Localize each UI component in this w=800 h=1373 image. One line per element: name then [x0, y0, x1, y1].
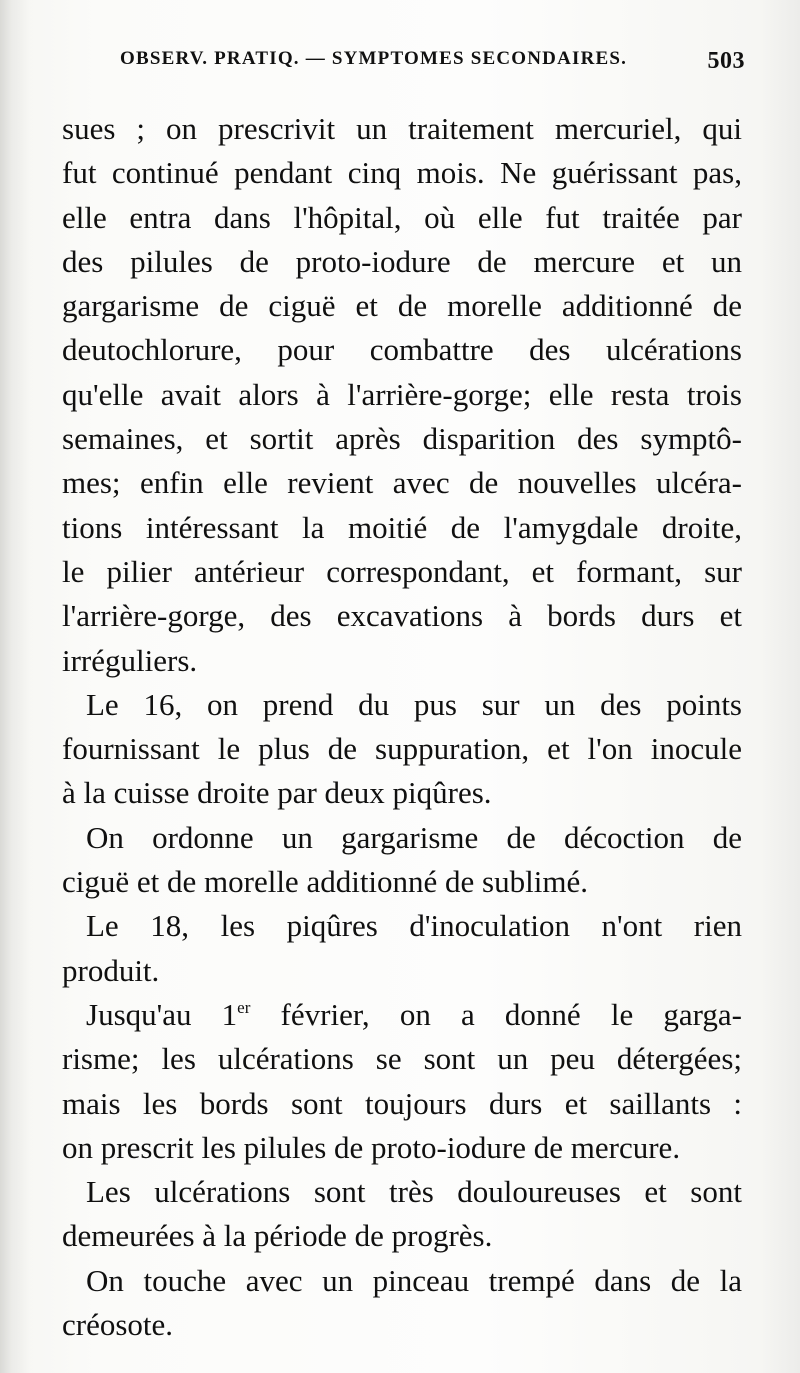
text-line: mais les bords sont toujours durs et saillants : — [62, 1085, 742, 1121]
text-line: On ordonne un gargarisme de décoction de — [86, 819, 742, 855]
text-line: irréguliers. — [62, 642, 198, 678]
text-line: fut continué pendant cinq mois. Ne guérissant pas, — [62, 155, 742, 191]
body-text — [62, 107, 742, 1347]
text-line: le pilier antérieur correspondant, et formant, sur — [62, 553, 742, 589]
running-header — [120, 48, 745, 84]
text-line: l'arrière-gorge, des excavations à bords durs et — [62, 598, 742, 634]
superscript: er — [237, 997, 251, 1017]
text-line: à la cuisse droite par deux piqûres. — [62, 775, 492, 811]
text-line: fournissant le plus de suppuration, et l'on inocule — [62, 731, 742, 767]
text-line: risme; les ulcérations se sont un peu détergées; — [62, 1041, 742, 1077]
text-line: gargarisme de ciguë et de morelle additionné de — [62, 288, 742, 324]
text-fragment: Jusqu'au 1 — [86, 996, 238, 1032]
text-line: deutochlorure, pour combattre des ulcérations — [62, 332, 742, 368]
paragraph — [62, 993, 742, 1170]
text-line: Le 18, les piqûres d'inoculation n'ont rien — [86, 908, 742, 944]
text-line: créosote. — [62, 1307, 174, 1343]
text-line: tions intéressant la moitié de l'amygdale droite, — [62, 509, 742, 545]
text-fragment: février, on a donné le garga- — [250, 996, 742, 1032]
paragraph — [62, 107, 742, 683]
text-line: on prescrit les pilules de proto-iodure de mercure. — [62, 1129, 681, 1165]
text-line — [62, 993, 742, 1037]
text-line: Le 16, on prend du pus sur un des points — [86, 686, 742, 722]
text-line: sues ; on prescrivit un traitement mercuriel, qui — [62, 111, 742, 146]
page-gutter-shadow — [0, 0, 30, 1373]
text-line: ciguë et de morelle additionné de sublimé. — [62, 864, 588, 900]
text-line: produit. — [62, 952, 160, 988]
text-line: des pilules de proto-iodure de mercure et un — [62, 243, 742, 279]
text-line: On touche avec un pinceau trempé dans de la — [86, 1262, 742, 1298]
paragraph — [62, 904, 742, 993]
paragraph — [62, 816, 742, 905]
page-number: 503 — [707, 48, 745, 74]
text-line: qu'elle avait alors à l'arrière-gorge; elle resta trois — [62, 376, 742, 412]
text-line: demeurées à la période de progrès. — [62, 1218, 493, 1254]
text-line: semaines, et sortit après disparition des symptô- — [62, 421, 742, 457]
paragraph — [62, 1170, 742, 1259]
running-title: OBSERV. PRATIQ. — SYMPTOMES SECONDAIRES. — [120, 48, 628, 69]
paragraph — [62, 683, 742, 816]
text-line: mes; enfin elle revient avec de nouvelles ulcéra- — [62, 465, 742, 501]
text-line: elle entra dans l'hôpital, où elle fut traitée par — [62, 199, 742, 235]
paragraph — [62, 1259, 742, 1348]
text-line: Les ulcérations sont très douloureuses et sont — [86, 1174, 742, 1210]
